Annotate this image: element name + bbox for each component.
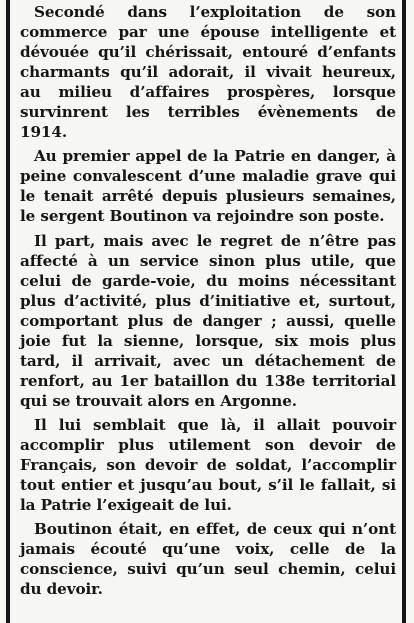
left-column-rule	[6, 0, 10, 623]
article-paragraph-1: Secondé dans l’exploitation de son commerce par une épouse intelligente et dévouée qu’il chérissait, entouré d’enfants charmants qu’il adorait, il vivait heureux, au milieu d’affaires prospères, lorsque survinrent les terribles évènements de 1914.	[20, 3, 396, 142]
article-paragraph-4: Il lui semblait que là, il allait pouvoir accomplir plus utilement son devoir de Français, son devoir de soldat, l’accomplir tout entier et jusqu’au bout, s’il le fallait, si la Patrie l’exigeait de lui.	[20, 415, 396, 515]
right-column-rule	[402, 0, 406, 623]
article-paragraph-3: Il part, mais avec le regret de n’être pas affecté à un service sinon plus utile, que celui de garde-voie, du moins nécessitant plus d’activité, plus d’initiative et, surtout, comportant plus de danger ; aussi, quelle joie fut la sienne, lorsque, six mois plus tard, il arrivait, avec un détachement de renfort, au 1er bataillon du 138e territorial qui se trouvait alors en Argonne.	[20, 231, 396, 410]
article-paragraph-5: Boutinon était, en effet, de ceux qui n’ont jamais écouté qu’une voix, celle de la conscience, suivi qu’un seul chemin, celui du devoir.	[20, 520, 396, 599]
article-paragraph-2: Au premier appel de la Patrie en danger, à peine convalescent d’une maladie grave qui le tenait arrêté depuis plusieurs semaines, le sergent Boutinon va rejoindre son poste.	[20, 147, 396, 226]
article-column	[20, 2, 396, 599]
